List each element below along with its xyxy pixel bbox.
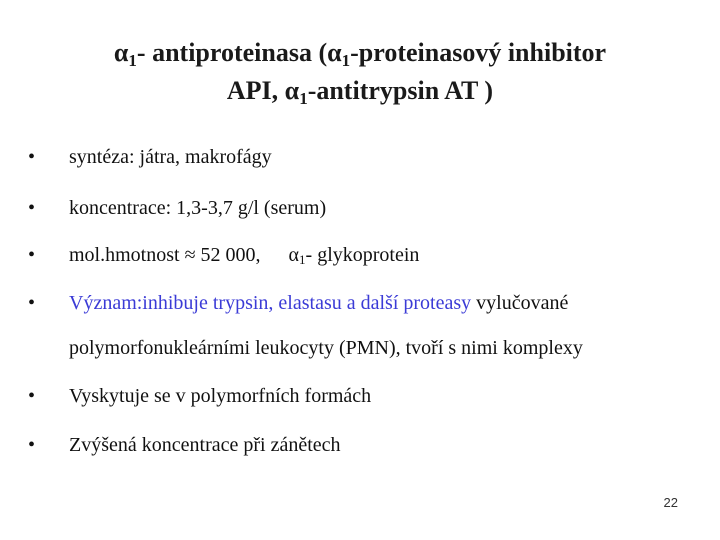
bullet-icon: •: [28, 434, 36, 456]
bullet-text: [69, 291, 568, 315]
bullet-text: [69, 243, 419, 267]
bullet-text: syntéza: játra, makrofágy: [69, 146, 272, 168]
bullet-text-part: vylučované: [471, 292, 569, 314]
title-text: API,: [226, 76, 285, 105]
bullet-text: Zvýšená koncentrace při zánětech: [69, 434, 341, 456]
alpha-symbol: α: [113, 38, 129, 67]
title-line-1: [0, 34, 720, 72]
highlighted-text: Význam:inhibuje trypsin, elastasu a další proteasy: [69, 292, 472, 314]
title-text: -antitrypsin AT ): [307, 76, 494, 105]
bullet-icon: •: [28, 146, 36, 168]
bullet-icon: •: [28, 244, 36, 266]
bullet-text: koncentrace: 1,3-3,7 g/l (serum): [69, 197, 327, 219]
alpha-symbol: α: [327, 38, 342, 67]
alpha-symbol: α: [288, 244, 300, 266]
bullet-continuation: polymorfonukleárními leukocyty (PMN), tvoří s nimi komplexy: [69, 337, 583, 359]
bullet-text-part: - glykoprotein: [305, 244, 420, 266]
bullet-text: Vyskytuje se v polymorfních formách: [69, 385, 372, 407]
title-text: -proteinasový inhibitor: [350, 38, 607, 67]
bullet-text-part: mol.hmotnost ≈ 52 000,: [69, 244, 261, 266]
page-number: 22: [663, 495, 678, 510]
title-line-2: [0, 72, 720, 110]
subscript: 1: [299, 89, 308, 108]
subscript: 1: [341, 51, 351, 70]
title-text: - antiproteinasa (: [136, 38, 328, 67]
subscript: 1: [128, 51, 137, 70]
bullet-icon: •: [28, 197, 36, 219]
subscript: 1: [299, 252, 306, 267]
bullet-icon: •: [28, 385, 36, 407]
bullet-icon: •: [28, 292, 36, 314]
alpha-symbol: α: [284, 76, 300, 105]
slide-title: [0, 34, 720, 110]
